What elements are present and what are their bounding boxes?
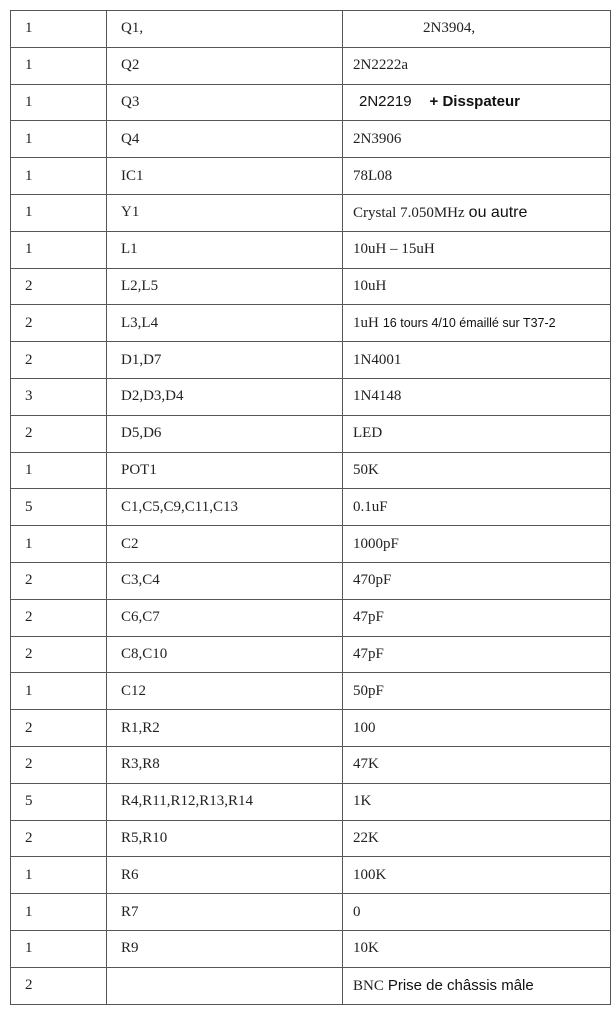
table-row — [11, 967, 611, 1004]
value-cell: LED — [343, 415, 611, 452]
quantity-cell: 2 — [11, 415, 107, 452]
value-text: 1uH — [353, 314, 379, 331]
reference-cell: IC1 — [107, 158, 343, 195]
reference-cell: POT1 — [107, 452, 343, 489]
quantity-cell: 1 — [11, 894, 107, 931]
table-row — [11, 746, 611, 783]
reference-cell: C12 — [107, 673, 343, 710]
table-row — [11, 452, 611, 489]
table-row — [11, 305, 611, 342]
quantity-cell: 1 — [11, 47, 107, 84]
reference-cell: L3,L4 — [107, 305, 343, 342]
quantity-cell: 1 — [11, 231, 107, 268]
value-cell — [343, 194, 611, 231]
reference-cell: Q3 — [107, 84, 343, 121]
quantity-cell: 1 — [11, 930, 107, 967]
reference-cell: C6,C7 — [107, 599, 343, 636]
note-text: ou autre — [468, 203, 528, 221]
reference-cell: D2,D3,D4 — [107, 378, 343, 415]
reference-cell: L2,L5 — [107, 268, 343, 305]
table-row — [11, 710, 611, 747]
table-row — [11, 930, 611, 967]
quantity-cell: 1 — [11, 526, 107, 563]
value-cell — [343, 967, 611, 1004]
table-row — [11, 268, 611, 305]
value-cell: 47pF — [343, 599, 611, 636]
value-text: Crystal 7.050MHz — [353, 204, 465, 221]
reference-cell: C1,C5,C9,C11,C13 — [107, 489, 343, 526]
quantity-cell: 5 — [11, 783, 107, 820]
reference-cell: Q4 — [107, 121, 343, 158]
quantity-cell: 2 — [11, 342, 107, 379]
table-row — [11, 857, 611, 894]
value-cell: 1N4148 — [343, 378, 611, 415]
table-row — [11, 121, 611, 158]
reference-cell: Q1, — [107, 11, 343, 48]
value-cell: 2N2222a — [343, 47, 611, 84]
value-cell: 470pF — [343, 562, 611, 599]
note-text: Prise de châssis mâle — [387, 976, 534, 994]
value-cell: 10K — [343, 930, 611, 967]
quantity-cell: 1 — [11, 84, 107, 121]
value-text: BNC — [353, 977, 384, 994]
quantity-cell: 1 — [11, 158, 107, 195]
table-row — [11, 158, 611, 195]
quantity-cell: 2 — [11, 268, 107, 305]
quantity-cell: 2 — [11, 562, 107, 599]
value-cell: 22K — [343, 820, 611, 857]
reference-cell: R7 — [107, 894, 343, 931]
quantity-cell: 3 — [11, 378, 107, 415]
reference-cell: C8,C10 — [107, 636, 343, 673]
quantity-cell: 2 — [11, 967, 107, 1004]
reference-cell: C2 — [107, 526, 343, 563]
reference-cell: Q2 — [107, 47, 343, 84]
table-row — [11, 231, 611, 268]
table-row — [11, 47, 611, 84]
note-text: 16 tours 4/10 émaillé sur T37-2 — [382, 315, 556, 330]
reference-cell: R5,R10 — [107, 820, 343, 857]
table-row — [11, 562, 611, 599]
quantity-cell: 2 — [11, 305, 107, 342]
reference-cell: R9 — [107, 930, 343, 967]
value-text: 2N2219 — [359, 93, 412, 111]
quantity-cell: 1 — [11, 121, 107, 158]
table-row — [11, 526, 611, 563]
value-cell: 78L08 — [343, 158, 611, 195]
value-cell — [343, 11, 611, 48]
value-cell: 10uH – 15uH — [343, 231, 611, 268]
table-row — [11, 415, 611, 452]
note-text: + Disspateur — [429, 93, 521, 111]
reference-cell: R1,R2 — [107, 710, 343, 747]
value-cell — [343, 84, 611, 121]
quantity-cell: 2 — [11, 710, 107, 747]
quantity-cell: 1 — [11, 857, 107, 894]
parts-list-table — [10, 10, 611, 1005]
table-row — [11, 636, 611, 673]
table-row — [11, 489, 611, 526]
quantity-cell: 2 — [11, 636, 107, 673]
reference-cell: R4,R11,R12,R13,R14 — [107, 783, 343, 820]
value-cell: 50K — [343, 452, 611, 489]
quantity-cell: 1 — [11, 673, 107, 710]
table-row — [11, 84, 611, 121]
quantity-cell: 2 — [11, 820, 107, 857]
quantity-cell: 5 — [11, 489, 107, 526]
quantity-cell: 1 — [11, 452, 107, 489]
value-cell: 47pF — [343, 636, 611, 673]
reference-cell: D1,D7 — [107, 342, 343, 379]
quantity-cell: 2 — [11, 746, 107, 783]
value-cell: 1000pF — [343, 526, 611, 563]
value-cell: 100K — [343, 857, 611, 894]
value-text: 2N3904, — [423, 20, 476, 37]
quantity-cell: 2 — [11, 599, 107, 636]
value-cell: 50pF — [343, 673, 611, 710]
reference-cell: Y1 — [107, 194, 343, 231]
parts-list-body — [11, 11, 611, 1005]
table-row — [11, 378, 611, 415]
table-row — [11, 342, 611, 379]
table-row — [11, 194, 611, 231]
value-cell: 1K — [343, 783, 611, 820]
value-cell: 2N3906 — [343, 121, 611, 158]
reference-cell: R6 — [107, 857, 343, 894]
table-row — [11, 673, 611, 710]
table-row — [11, 11, 611, 48]
reference-cell — [107, 967, 343, 1004]
table-row — [11, 820, 611, 857]
table-row — [11, 894, 611, 931]
reference-cell: C3,C4 — [107, 562, 343, 599]
quantity-cell: 1 — [11, 11, 107, 48]
table-row — [11, 783, 611, 820]
reference-cell: R3,R8 — [107, 746, 343, 783]
value-cell: 47K — [343, 746, 611, 783]
value-cell: 0.1uF — [343, 489, 611, 526]
value-cell: 10uH — [343, 268, 611, 305]
value-cell: 100 — [343, 710, 611, 747]
value-cell: 1N4001 — [343, 342, 611, 379]
value-cell: 0 — [343, 894, 611, 931]
table-row — [11, 599, 611, 636]
reference-cell: D5,D6 — [107, 415, 343, 452]
value-cell — [343, 305, 611, 342]
reference-cell: L1 — [107, 231, 343, 268]
quantity-cell: 1 — [11, 194, 107, 231]
